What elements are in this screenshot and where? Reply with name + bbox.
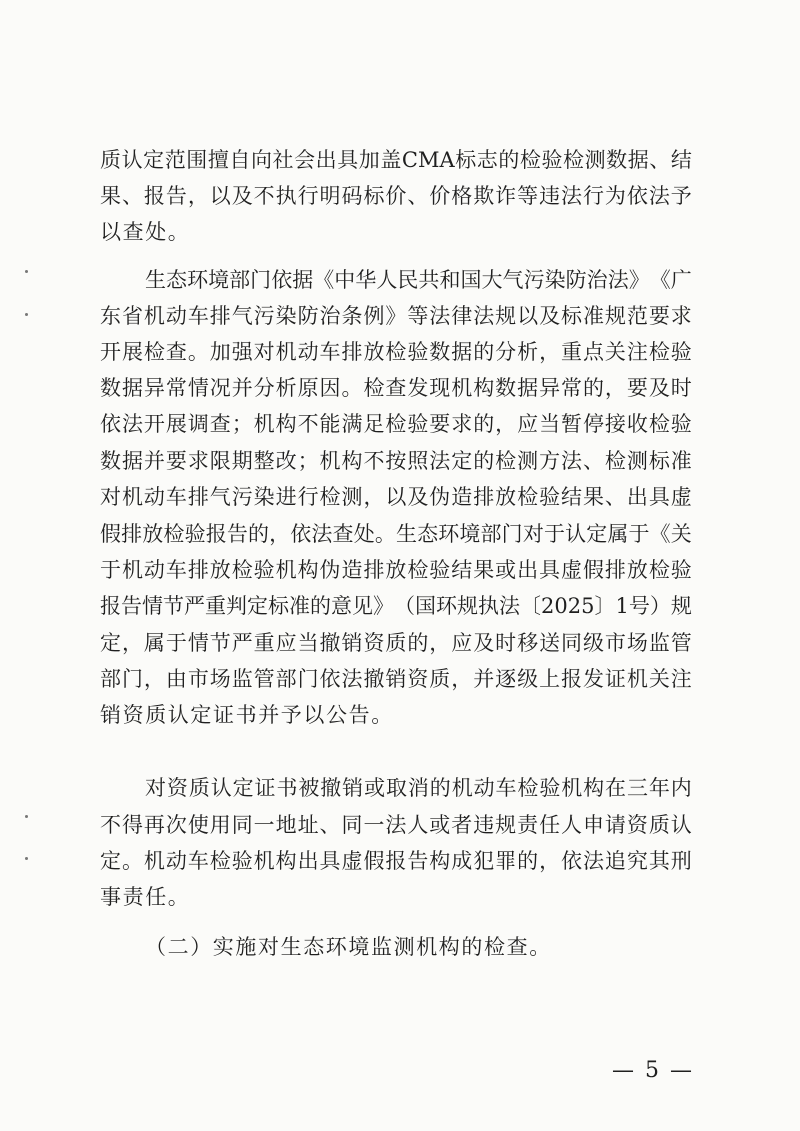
text-line: 东 省 机 动 车 排 气 污 染 防 治 条 例 》 等 法 律 法 规 以 及 标 准 规 范 要 求: [100, 304, 692, 328]
text-line: 依 法 开 展 调 查 ； 机 构 不 能 满 足 检 验 要 求 的 ， 应 当 暂 停 接 收 检 验: [100, 412, 692, 436]
margin-dot: [25, 270, 28, 273]
text-line: 对 机 动 车 排 气 污 染 进 行 检 测 ， 以 及 伪 造 排 放 检 验 结 果 、 出 具 虚: [100, 485, 692, 509]
text-line: 数 据 并 要 求 限 期 整 改 ； 机 构 不 按 照 法 定 的 检 测 方 法 、 检 测 标 准: [100, 449, 692, 473]
text-line: 数 据 异 常 情 况 并 分 析 原 因 。 检 查 发 现 机 构 数 据 异 常 的 ， 要 及 时: [100, 376, 692, 400]
text-line: 不 得 再 次 使 用 同 一 地 址 、 同 一 法 人 或 者 违 规 责 任 人 申 请 资 质 认: [100, 813, 692, 837]
text-line: 事责任。: [100, 885, 191, 909]
text-line: 开 展 检 查 。 加 强 对 机 动 车 排 放 检 验 数 据 的 分 析 ， 重 点 关 注 检 验: [100, 340, 692, 364]
text-line: 质 认 定 范 围 擅 自 向 社 会 出 具 加 盖 CMA 标 志 的 检 验 检 测 数 据 、 结: [100, 148, 692, 172]
page-number: — 5 —: [612, 1058, 694, 1083]
text-line: 生 态 环 境 部 门 依 据 《 中 华 人 民 共 和 国 大 气 污 染 防 治 法 》 《 广: [145, 268, 692, 292]
text-line: 对 资 质 认 定 证 书 被 撤 销 或 取 消 的 机 动 车 检 验 机 构 在 三 年 内: [145, 776, 692, 800]
margin-dot: [25, 857, 28, 860]
text-line: 定 ， 属 于 情 节 严 重 应 当 撤 销 资 质 的 ， 应 及 时 移 送 同 级 市 场 监 管: [100, 631, 692, 655]
text-line: 销资质认定证书并予以公告。: [100, 703, 394, 727]
section-heading: （二）实施对生态环境监测机构的检查。: [145, 935, 552, 959]
text-line: 以查处。: [100, 220, 191, 244]
text-line: 假 排 放 检 验 报 告 的 ， 依 法 查 处 。 生 态 环 境 部 门 对 于 认 定 属 于 《 关: [100, 522, 692, 546]
margin-dot: [25, 815, 28, 818]
text-line: 定 。 机 动 车 检 验 机 构 出 具 虚 假 报 告 构 成 犯 罪 的 ， 依 法 追 究 其 刑: [100, 849, 692, 873]
text-line: 果 、 报 告 ， 以 及 不 执 行 明 码 标 价 、 价 格 欺 诈 等 违 法 行 为 依 法 予: [100, 184, 692, 208]
text-line: 报 告 情 节 严 重 判 定 标 准 的 意 见 》 （ 国 环 规 执 法 〔 2025 〕 1 号 ） 规: [100, 594, 692, 618]
margin-dot: [25, 313, 28, 316]
text-line: 于 机 动 车 排 放 检 验 机 构 伪 造 排 放 检 验 结 果 或 出 具 虚 假 排 放 检 验: [100, 558, 692, 582]
text-line: 部 门 ， 由 市 场 监 管 部 门 依 法 撤 销 资 质 ， 并 逐 级 上 报 发 证 机 关 注: [100, 667, 692, 691]
